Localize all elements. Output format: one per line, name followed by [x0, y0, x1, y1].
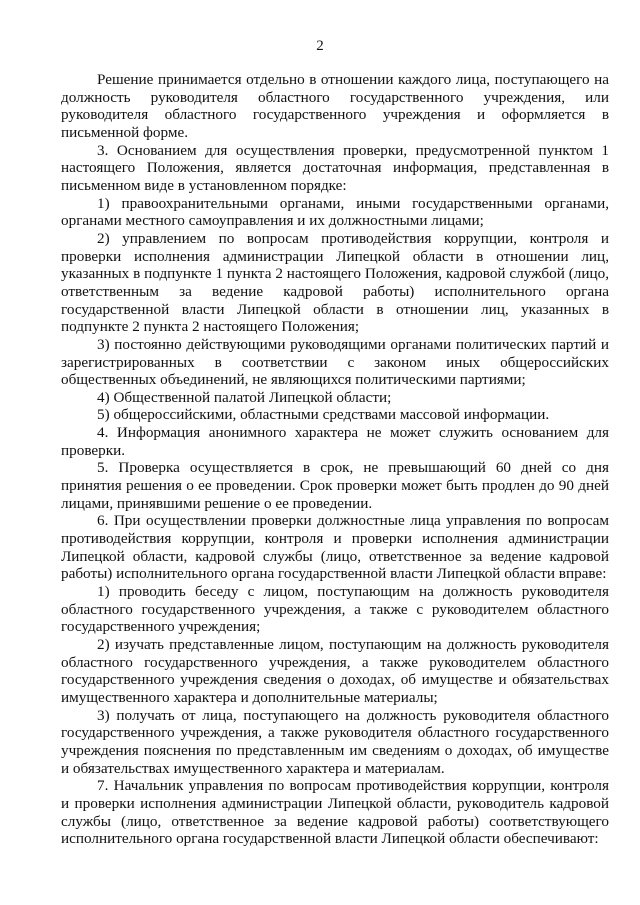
page-number: 2 [316, 38, 324, 54]
paragraph-item-6-1: 1) проводить беседу с лицом, поступающим на должность руководителя областного государственного учреждения, а также с руководителем областного государственного учреждения; [61, 583, 609, 636]
paragraph-item-3-2: 2) управлением по вопросам противодействия коррупции, контроля и проверки исполнения администрации Липецкой области в отношении лиц, указанных в подпункте 1 пункта 2 настоящего Положения, кадровой службой (лицо, ответственным за ведение кадровой работы) исполнительного органа государственной власти Липецкой области в отношении лиц, указанных в подпункте 2 пункта 2 настоящего Положения; [61, 229, 609, 336]
paragraph-item-4: 4. Информация анонимного характера не может служить основанием для проверки. [61, 424, 609, 459]
paragraph-item-3: 3. Основанием для осуществления проверки, предусмотренной пунктом 1 настоящего Положения, является достаточная информация, представленная в письменном виде в установленном порядке: [61, 141, 609, 194]
paragraph-item-7: 7. Начальник управления по вопросам противодействия коррупции, контроля и проверки исполнения администрации Липецкой области, руководитель кадровой службы (лицо, ответственное за ведение кадровой работы) соответствующего исполнительного органа государственной власти Липецкой области обеспечивают: [61, 777, 609, 848]
paragraph-item-6-3: 3) получать от лица, поступающего на должность руководителя областного государственного учреждения, а также руководителя областного государственного учреждения пояснения по представленным им сведениям о доходах, об имуществе и обязательствах имущественного характера и материалам. [61, 706, 609, 777]
paragraph-item-5: 5. Проверка осуществляется в срок, не превышающий 60 дней со дня принятия решения о ее проведении. Срок проверки может быть продлен до 90 дней лицами, принявшими решение о ее проведении. [61, 459, 609, 512]
paragraph-decision-form: Решение принимается отдельно в отношении каждого лица, поступающего на должность руководителя областного государственного учреждения, или руководителя областного государственного учреждения и оформляется в письменной форме. [61, 71, 609, 141]
document-body [61, 71, 609, 848]
paragraph-item-6-2: 2) изучать представленные лицом, поступающим на должность руководителя областного государственного учреждения, а также руководителем областного государственного учреждения сведения о доходах, об имуществе и обязательствах имущественного характера и дополнительные материалы; [61, 636, 609, 706]
paragraph-item-3-3: 3) постоянно действующими руководящими органами политических партий и зарегистрированных в соответствии с законом иных общероссийских общественных объединений, не являющихся политическими партиями; [61, 335, 609, 389]
paragraph-item-3-4: 4) Общественной палатой Липецкой области; [97, 388, 392, 406]
paragraph-item-3-1: 1) правоохранительными органами, иными государственными органами, органами местного самоуправления и их должностными лицами; [61, 194, 609, 230]
paragraph-item-6: 6. При осуществлении проверки должностные лица управления по вопросам противодействия коррупции, контроля и проверки исполнения администрации Липецкой области, кадровой службы (лицо, ответственное за ведение кадровой работы) исполнительного органа государственной власти Липецкой области вправе: [61, 512, 609, 583]
paragraph-item-3-5: 5) общероссийскими, областными средствами массовой информации. [97, 406, 550, 424]
